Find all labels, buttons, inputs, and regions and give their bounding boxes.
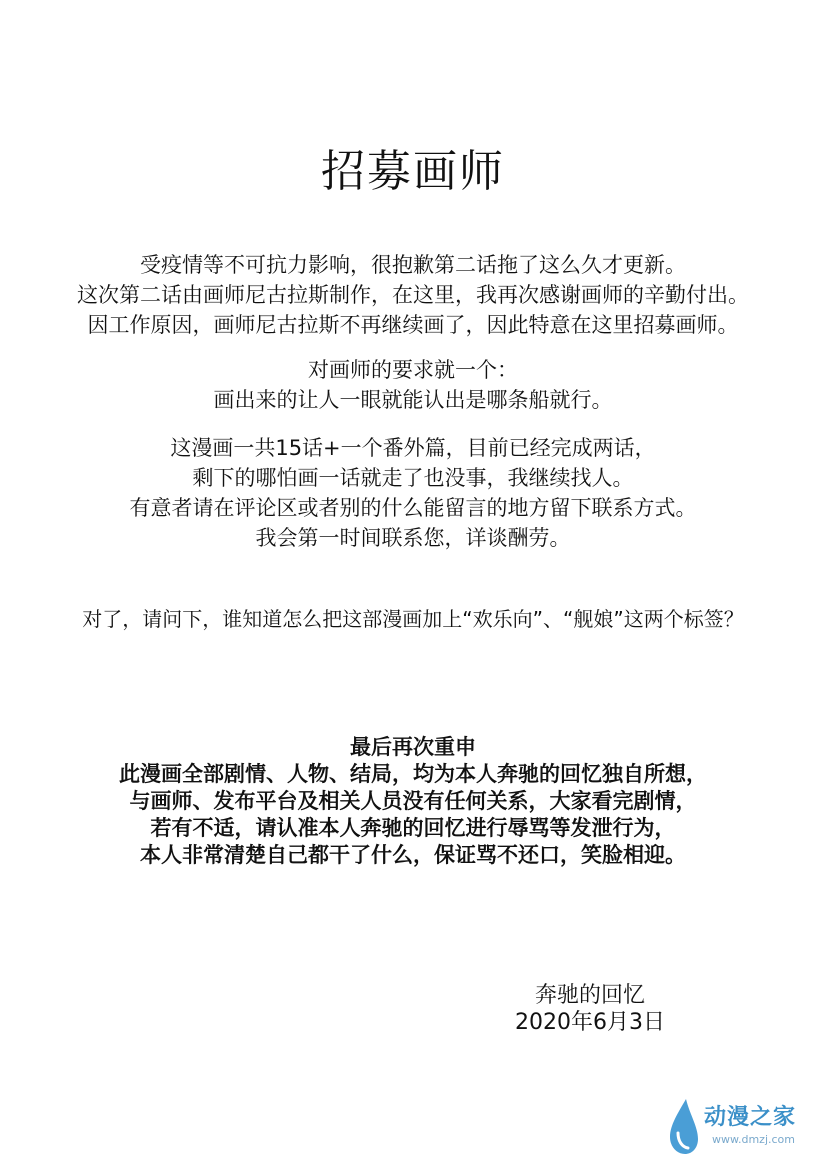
text-line: 有意者请在评论区或者别的什么能留言的地方留下联系方式。 — [129, 496, 697, 520]
text-line: 受疫情等不可抗力影响，很抱歉第二话拖了这么久才更新。 — [140, 253, 686, 277]
signature — [480, 982, 700, 1036]
watermark-name: 动漫之家 — [704, 1105, 797, 1130]
author-name: 奔驰的回忆 — [534, 983, 645, 1008]
page-title: 招募画师 — [321, 146, 505, 197]
disclaimer-heading: 最后再次重申 — [350, 735, 476, 759]
text-line: 若有不适，请认准本人奔驰的回忆进行辱骂等发泄行为， — [150, 816, 676, 840]
text-line: 因工作原因，画师尼古拉斯不再继续画了，因此特意在这里招募画师。 — [87, 313, 739, 337]
text-line: 这次第二话由画师尼古拉斯制作，在这里，我再次感谢画师的辛勤付出。 — [77, 283, 749, 307]
text-line: 我会第一时间联系您，详谈酬劳。 — [255, 526, 571, 550]
droplet-logo-icon — [664, 1097, 702, 1157]
text-line: 本人非常清楚自己都干了什么，保证骂不还口，笑脸相迎。 — [140, 843, 686, 867]
text-line: 这漫画一共15话+一个番外篇，目前已经完成两话， — [170, 436, 656, 460]
recruitment-paragraph — [0, 433, 826, 553]
watermark-url: www.dmzj.com — [712, 1133, 795, 1146]
apology-paragraph — [0, 250, 826, 340]
requirement-paragraph — [0, 355, 826, 415]
text-line: 此漫画全部剧情、人物、结局，均为本人奔驰的回忆独自所想， — [119, 762, 707, 786]
site-watermark — [664, 1097, 814, 1157]
question-line: 对了，请问下，谁知道怎么把这部漫画加上“欢乐向”、“舰娘”这两个标签？ — [82, 607, 744, 631]
text-line: 与画师、发布平台及相关人员没有任何关系，大家看完剧情， — [129, 789, 697, 813]
disclaimer-block — [0, 734, 826, 869]
text-line: 画出来的让人一眼就能认出是哪条船就行。 — [213, 388, 613, 412]
text-line: 剩下的哪怕画一话就走了也没事，我继续找人。 — [192, 466, 634, 490]
tag-question — [0, 604, 826, 634]
text-line: 对画师的要求就一个： — [308, 358, 518, 382]
signature-date: 2020年6月3日 — [515, 1010, 665, 1035]
